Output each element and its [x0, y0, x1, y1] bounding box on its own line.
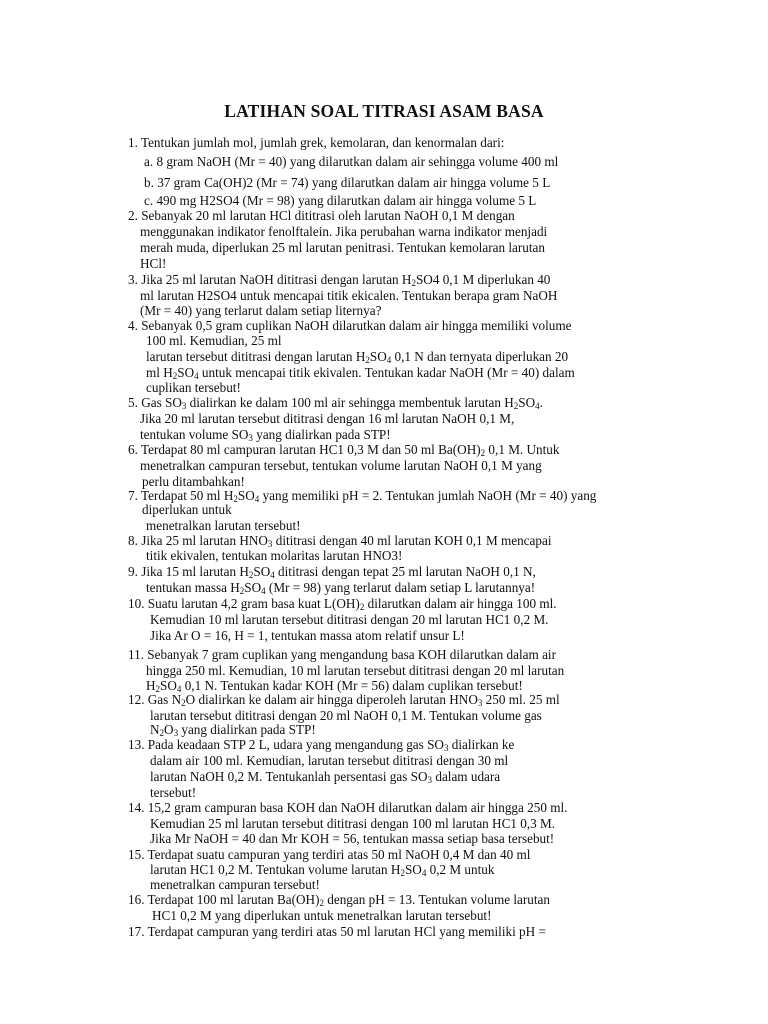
- q2-line-2: menggunakan indikator fenolftalein. Jika perubahan warna indikator menjadi: [140, 224, 548, 239]
- q9-line-2: tentukan massa $H_2SO_4$ (Mr = 98) yang terlarut dalam setiap L larutannya!: [146, 580, 536, 596]
- q12-line-2: larutan tersebut dititrasi dengan 20 ml NaOH 0,1 M. Tentukan volume gas: [150, 708, 542, 723]
- q5-line-3: tentukan volume $SO_3$ yang dialirkan pada STP!: [140, 427, 391, 443]
- q13-line-1: 13. Pada keadaan STP 2 L, udara yang mengandung gas $SO_3$ dialirkan ke: [128, 737, 515, 753]
- q6-line-3: perlu ditambahkan!: [142, 474, 245, 489]
- q6-line-1: 6. Terdapat 80 ml campuran larutan HC1 0,3 M dan 50 ml $Ba(OH)_2$ 0,1 M. Untuk: [128, 442, 560, 458]
- q4-line-1: 4. Sebanyak 0,5 gram cuplikan NaOH dilarutkan dalam air hingga memiliki volume: [128, 318, 572, 333]
- q14-line-3: Jika Mr NaOH = 40 dan Mr KOH = 56, tentukan massa setiap basa tersebut!: [150, 831, 555, 846]
- q7-line-1: 7. Terdapat 50 ml $H_2SO_4$ yang memiliki pH = 2. Tentukan jumlah NaOH (Mr = 40) yang: [128, 488, 597, 504]
- q2-line-4: HCl!: [140, 256, 167, 271]
- q1a-line: a. 8 gram NaOH (Mr = 40) yang dilarutkan dalam air sehingga volume 400 ml: [144, 154, 559, 169]
- q3-line-3: (Mr = 40) yang terlarut dalam setiap liternya?: [140, 303, 382, 318]
- q2-line-1: 2. Sebanyak 20 ml larutan HCl dititrasi oleh larutan NaOH 0,1 M dengan: [128, 208, 515, 223]
- q11-line-3: $H_2SO_4$ 0,1 N. Tentukan kadar KOH (Mr = 56) dalam cuplikan tersebut!: [146, 678, 523, 694]
- q7-line-3: menetralkan larutan tersebut!: [146, 518, 301, 533]
- q4-line-2: 100 ml. Kemudian, 25 ml: [146, 333, 282, 348]
- q13-line-2: dalam air 100 ml. Kemudian, larutan tersebut dititrasi dengan 30 ml: [150, 753, 509, 768]
- q12-line-1: 12. Gas $N_2O$ dialirkan ke dalam air hingga diperoleh larutan $HNO_3$ 250 ml. 25 ml: [128, 692, 560, 708]
- q10-line-2: Kemudian 10 ml larutan tersebut dititrasi dengan 20 ml larutan HC1 0,2 M.: [150, 612, 549, 627]
- q16-line-2: HC1 0,2 M yang diperlukan untuk menetralkan larutan tersebut!: [152, 908, 492, 923]
- q11-line-2: hingga 250 ml. Kemudian, 10 ml larutan tersebut dititrasi dengan 20 ml larutan: [146, 663, 565, 678]
- q4-line-4: ml $H_2SO_4$ untuk mencapai titik ekivalen. Tentukan kadar NaOH (Mr = 40) dalam: [146, 365, 575, 381]
- q13-line-3: larutan NaOH 0,2 M. Tentukanlah persentasi gas $SO_3$ dalam udara: [150, 769, 501, 785]
- q10-line-3: Jika Ar O = 16, H = 1, tentukan massa atom relatif unsur L!: [150, 628, 465, 643]
- q1b-line: b. 37 gram Ca(OH)2 (Mr = 74) yang dilarutkan dalam air hingga volume 5 L: [144, 175, 551, 190]
- q15-line-1: 15. Terdapat suatu campuran yang terdiri atas 50 ml NaOH 0,4 M dan 40 ml: [128, 847, 531, 862]
- q8-line-2: titik ekivalen, tentukan molaritas larutan HNO3!: [146, 548, 403, 563]
- q4-line-3: larutan tersebut dititrasi dengan larutan $H_2SO_4$ 0,1 N dan ternyata diperlukan 20: [146, 349, 569, 365]
- q4-line-5: cuplikan tersebut!: [146, 380, 241, 395]
- q5-line-2: Jika 20 ml larutan tersebut dititrasi dengan 16 ml larutan NaOH 0,1 M,: [140, 411, 515, 426]
- q13-line-4: tersebut!: [150, 785, 197, 800]
- q17-line-1: 17. Terdapat campuran yang terdiri atas 50 ml larutan HCl yang memiliki pH =: [128, 924, 546, 939]
- q2-line-3: merah muda, diperlukan 25 ml larutan penitrasi. Tentukan kemolaran larutan: [140, 240, 545, 255]
- q15-line-3: menetralkan campuran tersebut!: [150, 877, 320, 892]
- q15-line-2: larutan HC1 0,2 M. Tentukan volume larutan $H_2SO_4$ 0,2 M untuk: [150, 862, 495, 878]
- q16-line-1: 16. Terdapat 100 ml larutan $Ba(OH)_2$ dengan pH = 13. Tentukan volume larutan: [128, 892, 550, 908]
- q6-line-2: menetralkan campuran tersebut, tentukan volume larutan NaOH 0,1 M yang: [140, 458, 542, 473]
- q14-line-2: Kemudian 25 ml larutan tersebut dititrasi dengan 100 ml larutan HC1 0,3 M.: [150, 816, 556, 831]
- q1c-line: c. 490 mg H2SO4 (Mr = 98) yang dilarutkan dalam air hingga volume 5 L: [144, 193, 537, 208]
- q3-line-1: 3. Jika 25 ml larutan NaOH dititrasi dengan larutan $H_2SO4$ 0,1 M diperlukan 40: [128, 272, 551, 288]
- q3-line-2: ml larutan H2SO4 untuk mencapai titik ekicalen. Tentukan berapa gram NaOH: [140, 288, 558, 303]
- q1-line-1: 1. Tentukan jumlah mol, jumlah grek, kemolaran, dan kenormalan dari:: [128, 135, 505, 150]
- page-title: LATIHAN SOAL TITRASI ASAM BASA: [224, 101, 544, 121]
- q7-line-2: diperlukan untuk: [142, 502, 232, 517]
- q14-line-1: 14. 15,2 gram campuran basa KOH dan NaOH dilarutkan dalam air hingga 250 ml.: [128, 800, 568, 815]
- q5-line-1: 5. Gas $SO_3$ dialirkan ke dalam 100 ml air sehingga membentuk larutan $H_2SO_4$.: [128, 395, 543, 411]
- q9-line-1: 9. Jika 15 ml larutan $H_2SO_4$ dititrasi dengan tepat 25 ml larutan NaOH 0,1 N,: [128, 564, 536, 580]
- q11-line-1: 11. Sebanyak 7 gram cuplikan yang mengandung basa KOH dilarutkan dalam air: [128, 647, 556, 662]
- q12-line-3: $N_2O_3$ yang dialirkan pada STP!: [150, 722, 316, 738]
- q10-line-1: 10. Suatu larutan 4,2 gram basa kuat $L(OH)_2$ dilarutkan dalam air hingga 100 ml.: [128, 596, 557, 612]
- q8-line-1: 8. Jika 25 ml larutan $HNO_3$ dititrasi dengan 40 ml larutan KOH 0,1 M mencapai: [128, 533, 552, 549]
